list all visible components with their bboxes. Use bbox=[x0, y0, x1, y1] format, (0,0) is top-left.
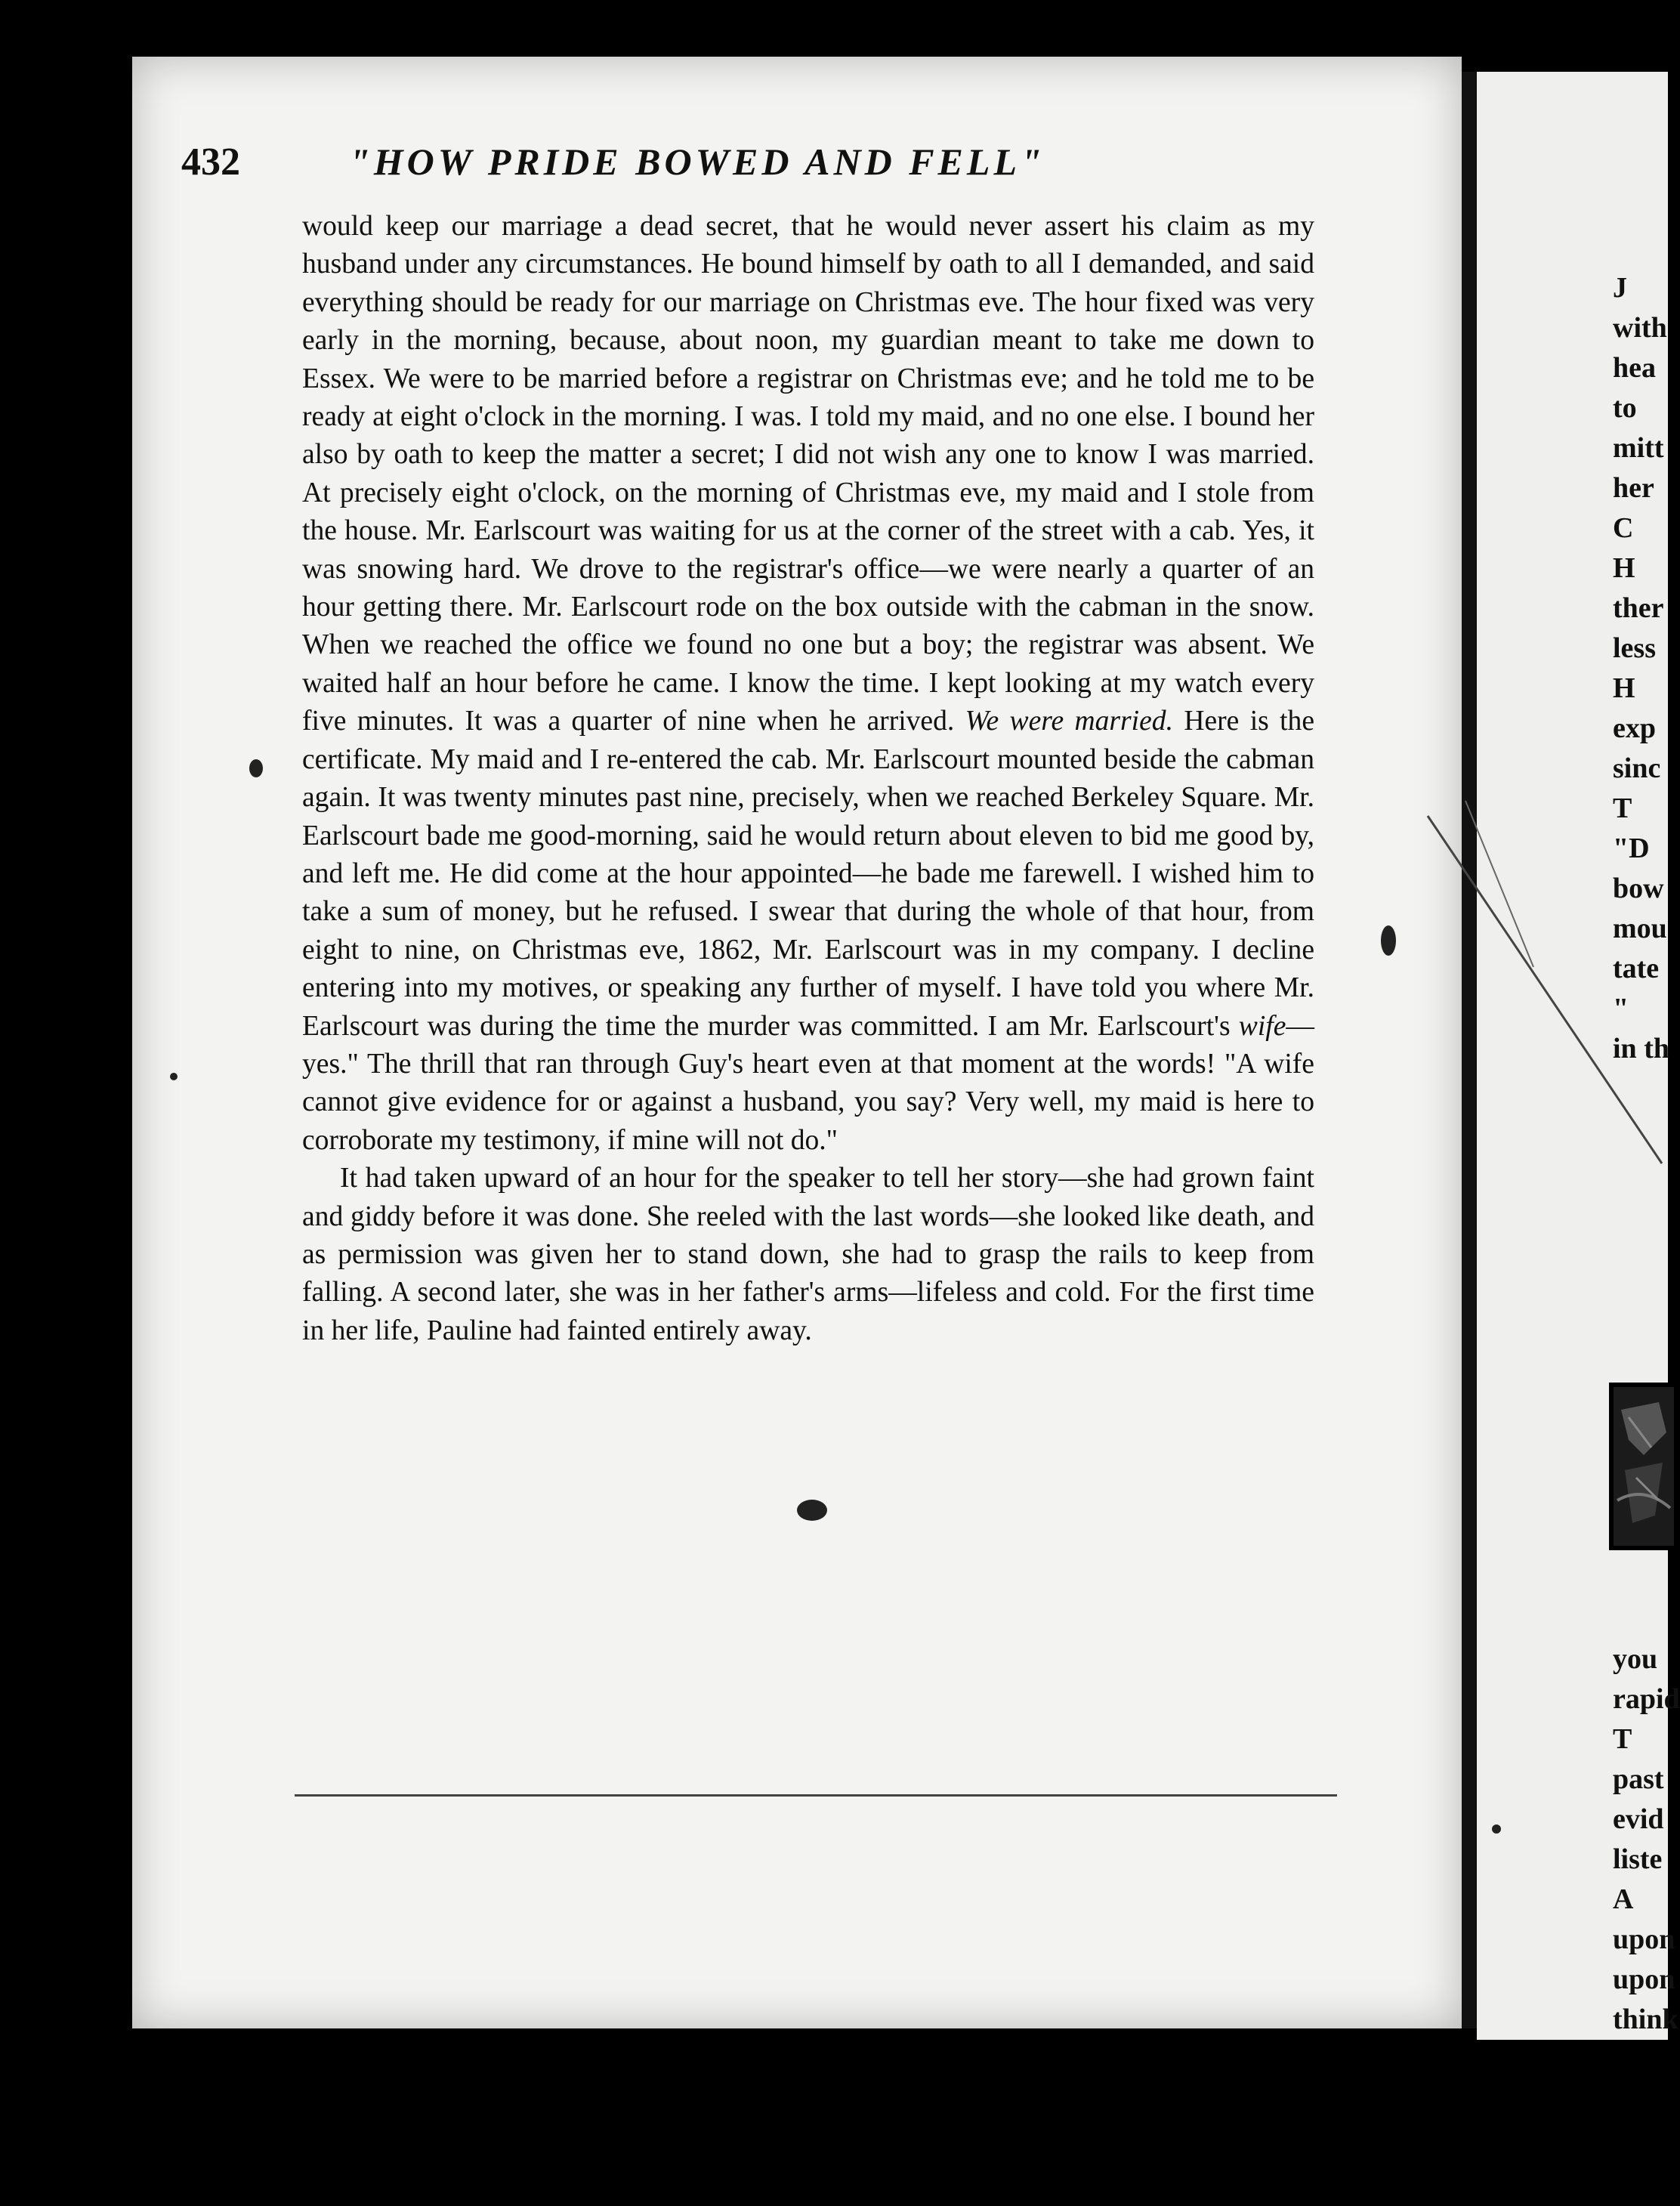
fragment: upon bbox=[1613, 1923, 1675, 1955]
scan-speck bbox=[249, 759, 263, 777]
text-run: would keep our marriage a dead secret, that he would never assert his claim as my husband under any circumstances. He bound himself by oath to all I demanded, and said everything should be ready for our marriage on Christmas eve. The hour fixed was very early in the morning, because, about noon, my guardian meant to take me down to Essex. We were to be married before a registrar on Christmas eve; and he told me to be ready at eight o'clock in the morning. I was. I told my maid, and no one else. I bound her also by oath to keep the matter a secret; I did not wish any one to know I was married. At precisely eight o'clock, on the morning of Christmas eve, my maid and I stole from the house. Mr. Earlscourt was waiting for us at the corner of the street with a cab. Yes, it was snowing hard. We drove to the registrar's office—we were nearly a quarter of an hour getting there. Mr. Earlscourt rode on the box outside with the cabman in the snow. When we reached the office we found no one but a boy; the registrar was absent. We waited half an hour before he came. I know the time. I kept looking at my watch every five minutes. It was a quarter of nine when he arrived. bbox=[302, 211, 1314, 737]
page-number: 432 bbox=[181, 141, 240, 184]
scan-speck bbox=[1492, 1824, 1501, 1834]
paragraph-testimony bbox=[302, 208, 1314, 1160]
fragment: C bbox=[1613, 512, 1634, 544]
fragment: her bbox=[1613, 472, 1654, 504]
scan-scratch bbox=[1420, 801, 1669, 1179]
fragment: bow bbox=[1613, 873, 1664, 904]
scan-speck bbox=[170, 1073, 178, 1080]
fragment: less bbox=[1613, 632, 1656, 664]
fragment: hea bbox=[1613, 352, 1656, 384]
right-page-fragments-bottom bbox=[1613, 1639, 1680, 2040]
running-title: "HOW PRIDE BOWED AND FELL" bbox=[349, 141, 1045, 183]
fragment: "D bbox=[1613, 833, 1650, 864]
fragment: T bbox=[1613, 792, 1632, 824]
fragment: rapid bbox=[1613, 1683, 1680, 1715]
fragment: mou bbox=[1613, 913, 1667, 944]
scan-artifact-line bbox=[295, 1794, 1337, 1797]
fragment: sinc bbox=[1613, 752, 1661, 784]
text-run: —yes." The thrill that ran through Guy's heart even at that moment at the words! "A wife cannot give evidence for or against a husband, you say? Very well, my maid is here to corroborate my testimony, if mine will not do." bbox=[302, 1010, 1314, 1156]
fragment: tate bbox=[1613, 953, 1660, 984]
fragment: exp bbox=[1613, 712, 1656, 744]
fragment: in th bbox=[1613, 1033, 1669, 1064]
body-text bbox=[302, 208, 1314, 1350]
fragment: you bbox=[1613, 1643, 1658, 1675]
fragment: T bbox=[1613, 1723, 1632, 1755]
woodcut-illustration bbox=[1609, 1383, 1678, 1550]
fragment: liste bbox=[1613, 1843, 1663, 1875]
paragraph-faint: It had taken upward of an hour for the speaker to tell her story—she had grown faint and giddy before it was done. She reeled with the last words—she looked like death, and as permission was given her to stand down, she had to grasp the rails to keep from falling. A second later, she was in her father's arms—lifeless and cold. For the first time in her life, Pauline had fainted entirely away. bbox=[302, 1163, 1314, 1346]
fragment: H bbox=[1613, 672, 1635, 704]
fragment: mitt bbox=[1613, 432, 1664, 464]
fragment: J bbox=[1613, 272, 1627, 304]
fragment: A bbox=[1613, 1883, 1634, 1915]
fragment: evid bbox=[1613, 1803, 1664, 1835]
fragment: upon bbox=[1613, 1963, 1675, 1995]
page-header bbox=[181, 140, 1367, 193]
italic-word: wife bbox=[1238, 1010, 1286, 1042]
fragment: think bbox=[1613, 2004, 1678, 2035]
fragment: to bbox=[1613, 392, 1637, 424]
fragment: H bbox=[1613, 552, 1635, 584]
scan-speck bbox=[797, 1500, 827, 1521]
scan-speck bbox=[1381, 925, 1396, 956]
fragment: " bbox=[1613, 993, 1629, 1024]
fragment: ther bbox=[1613, 592, 1664, 624]
italic-phrase: We were married. bbox=[965, 706, 1173, 737]
fragment: with bbox=[1613, 312, 1667, 344]
text-run: Here is the certificate. My maid and I re-entered the cab. Mr. Earlscourt mounted beside the cabman again. It was twenty minutes past nine, precisely, when we reached Berkeley Square. Mr. Earlscourt bade me good-morning, said he would return about eleven to bid me good by, and left me. He did come at the hour appointed—he bade me farewell. I wished him to take a sum of money, but he refused. I swear that during the whole of that hour, from eight to nine, on Christmas eve, 1862, Mr. Earlscourt was in my company. I decline entering into my motives, or speaking any further of myself. I have told you where Mr. Earlscourt was during the time the murder was committed. I am Mr. Earlscourt's bbox=[302, 706, 1314, 1042]
fragment: past bbox=[1613, 1763, 1664, 1795]
